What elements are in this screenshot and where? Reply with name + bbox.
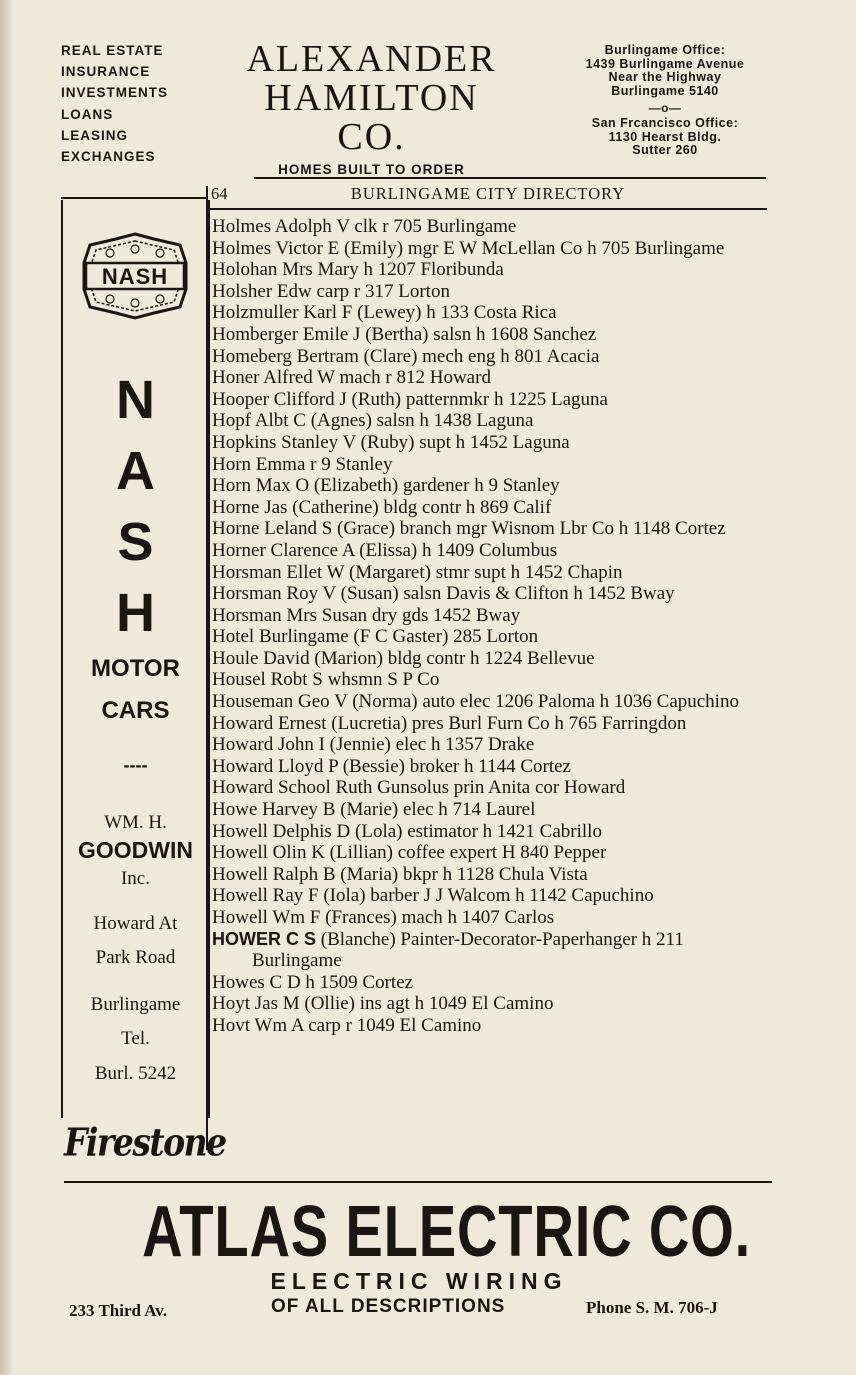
sf-office-label: San Frcancisco Office: (591, 116, 739, 130)
featured-entry-details: (Blanche) Painter-Decorator-Paperhanger h 211 Burlingame (252, 928, 684, 972)
directory-entry: Housel Robt S whsmn S P Co (212, 669, 440, 691)
company-tagline: HOMES BUILT TO ORDER (278, 162, 465, 177)
directory-entry: Howard John I (Jennie) elec h 1357 Drake (212, 734, 535, 756)
service-investments: INVESTMENTS (61, 85, 169, 101)
directory-entry: Holsher Edw carp r 317 Lorton (212, 280, 450, 302)
dealer-phone: Burl. 5242 (94, 1063, 177, 1084)
nash-letter-s: S (117, 512, 154, 572)
directory-entry: Honer Alfred W mach r 812 Howard (212, 367, 491, 389)
directory-entry: Hopkins Stanley V (Ruby) supt h 1452 Laguna (212, 431, 570, 453)
directory-entry: Howell Ralph B (Maria) bkpr h 1128 Chula Vista (212, 863, 588, 885)
burlingame-office-near: Near the Highway (608, 70, 722, 84)
dealer-road: Park Road (95, 947, 176, 968)
burlingame-office-label: Burlingame Office: (604, 43, 726, 57)
nash-letter-n: N (116, 370, 155, 430)
directory-entry: Horsman Roy V (Susan) salsn Davis & Clifton h 1452 Bway (212, 583, 675, 605)
directory-entry: Hopf Albt C (Agnes) salsn h 1438 Laguna (212, 410, 534, 432)
directory-title: BURLINGAME CITY DIRECTORY (350, 184, 626, 203)
atlas-descriptions: OF ALL DESCRIPTIONS (271, 1296, 506, 1317)
motor-label: MOTOR (91, 655, 180, 682)
directory-entry: Howell Olin K (Lillian) coffee expert H 840 Pepper (212, 842, 607, 864)
directory-entry: Howell Delphis D (Lola) estimator h 1421 Cabrillo (212, 820, 602, 842)
directory-entry: Houle David (Marion) bldg contr h 1224 Bellevue (212, 647, 595, 669)
directory-entry: Howell Wm F (Frances) mach h 1407 Carlos (212, 907, 555, 928)
header-rule (254, 177, 766, 179)
sidebar-top-rule (61, 197, 206, 199)
directory-entry: Horner Clarence A (Elissa) h 1409 Columbus (212, 539, 558, 561)
sf-office-building: 1130 Hearst Bldg. (608, 129, 722, 144)
ornament-divider: —o— (648, 101, 682, 115)
running-head-rule (206, 208, 767, 210)
atlas-wiring-line: ELECTRIC WIRING (270, 1268, 568, 1294)
directory-entry: Horn Max O (Elizabeth) gardener h 9 Stanley (212, 475, 560, 497)
directory-entry: Hoyt Jas M (Ollie) ins agt h 1049 El Camino (212, 993, 554, 1015)
directory-entry: Horne Jas (Catherine) bldg contr h 869 Calif (212, 496, 552, 518)
service-leasing: LEASING (61, 127, 129, 143)
company-name-block (214, 40, 529, 177)
atlas-company-name: ATLAS ELECTRIC CO. (142, 1192, 752, 1272)
firestone-logo: Firestone (64, 1120, 226, 1165)
directory-entry: Homberger Emile J (Bertha) salsn h 1608 Sanchez (212, 323, 597, 345)
directory-entry: Hooper Clifford J (Ruth) patternmkr h 1225 Laguna (212, 388, 608, 410)
directory-entry: Holmes Victor E (Emily) mgr E W McLellan Co h 705 Burlingame (212, 237, 725, 259)
nash-letter-h: H (116, 583, 155, 643)
burlingame-office-phone: Burlingame 5140 (611, 83, 719, 98)
dealer-street: Howard At (93, 913, 178, 934)
directory-entry: Howell Ray F (Iola) barber J J Walcom h 1142 Capuchino (212, 885, 654, 907)
footer-rule (64, 1181, 772, 1183)
service-real-estate: REAL ESTATE (61, 43, 164, 58)
company-name-line-1: ALEXANDER (246, 38, 497, 80)
dealer-name: GOODWIN (78, 837, 193, 863)
directory-entry: Homeberg Bertram (Clare) mech eng h 801 Acacia (212, 345, 600, 367)
directory-entry: Howard Lloyd P (Bessie) broker h 1144 Cortez (212, 755, 571, 777)
header-services (61, 40, 168, 167)
directory-entry: Holzmuller Karl F (Lewey) h 133 Costa Rica (212, 302, 557, 324)
directory-entry: Howes C D h 1509 Cortez (212, 971, 414, 993)
nash-letter-a: A (116, 441, 155, 501)
dealer-initials: WM. H. (104, 812, 167, 833)
dealer-city: Burlingame (90, 994, 181, 1015)
directory-entry: Horne Leland S (Grace) branch mgr Wisnom Lbr Co h 1148 Cortez (212, 518, 726, 540)
directory-entry: Horsman Mrs Susan dry gds 1452 Bway (212, 604, 521, 626)
dealer-inc: Inc. (120, 868, 150, 889)
nash-badge-icon (80, 231, 190, 321)
directory-entry: Howe Harvey B (Marie) elec h 714 Laurel (212, 799, 536, 821)
directory-entries (212, 216, 772, 1037)
dealer-tel-label: Tel. (121, 1028, 150, 1049)
page-number: 64 (211, 184, 228, 203)
service-exchanges: EXCHANGES (61, 149, 156, 165)
directory-entry: Holmes Adolph V clk r 705 Burlingame (212, 216, 517, 237)
nash-vertical-letters (63, 365, 208, 649)
nash-badge-text: NASH (101, 264, 169, 289)
cars-label: CARS (101, 697, 170, 724)
directory-entry: Houseman Geo V (Norma) auto elec 1206 Paloma h 1036 Capuchino (212, 691, 739, 713)
directory-entry: Holohan Mrs Mary h 1207 Floribunda (212, 259, 504, 281)
service-loans: LOANS (61, 106, 114, 122)
atlas-address: 233 Third Av. (69, 1301, 168, 1320)
company-name-line-2: HAMILTON (264, 77, 479, 119)
directory-entry: Hovt Wm A carp r 1049 El Camino (212, 1014, 482, 1036)
atlas-phone: Phone S. M. 706-J (586, 1298, 718, 1317)
office-addresses (560, 44, 770, 158)
directory-entry: Horn Emma r 9 Stanley (212, 453, 393, 475)
service-insurance: INSURANCE (61, 64, 151, 80)
atlas-electric-ad (64, 1192, 774, 1320)
directory-entry: Howard School Ruth Gunsolus prin Anita cor Howard (212, 777, 626, 799)
sf-office-phone: Sutter 260 (632, 143, 698, 157)
burlingame-office-street: 1439 Burlingame Avenue (585, 56, 745, 71)
sidebar-dash: ---- (123, 755, 148, 775)
nash-sidebar-ad (61, 200, 210, 1118)
directory-entry-featured (212, 929, 772, 972)
company-name-line-3: CO. (337, 116, 406, 158)
directory-entry: Howard Ernest (Lucretia) pres Burl Furn Co h 765 Farringdon (212, 712, 687, 734)
directory-entry: Horsman Ellet W (Margaret) stmr supt h 1452 Chapin (212, 561, 623, 583)
featured-entry-name: HOWER C S (212, 928, 317, 949)
page-edge-shadow (0, 0, 14, 1375)
directory-entry: Hotel Burlingame (F C Gaster) 285 Lorton (212, 626, 539, 648)
